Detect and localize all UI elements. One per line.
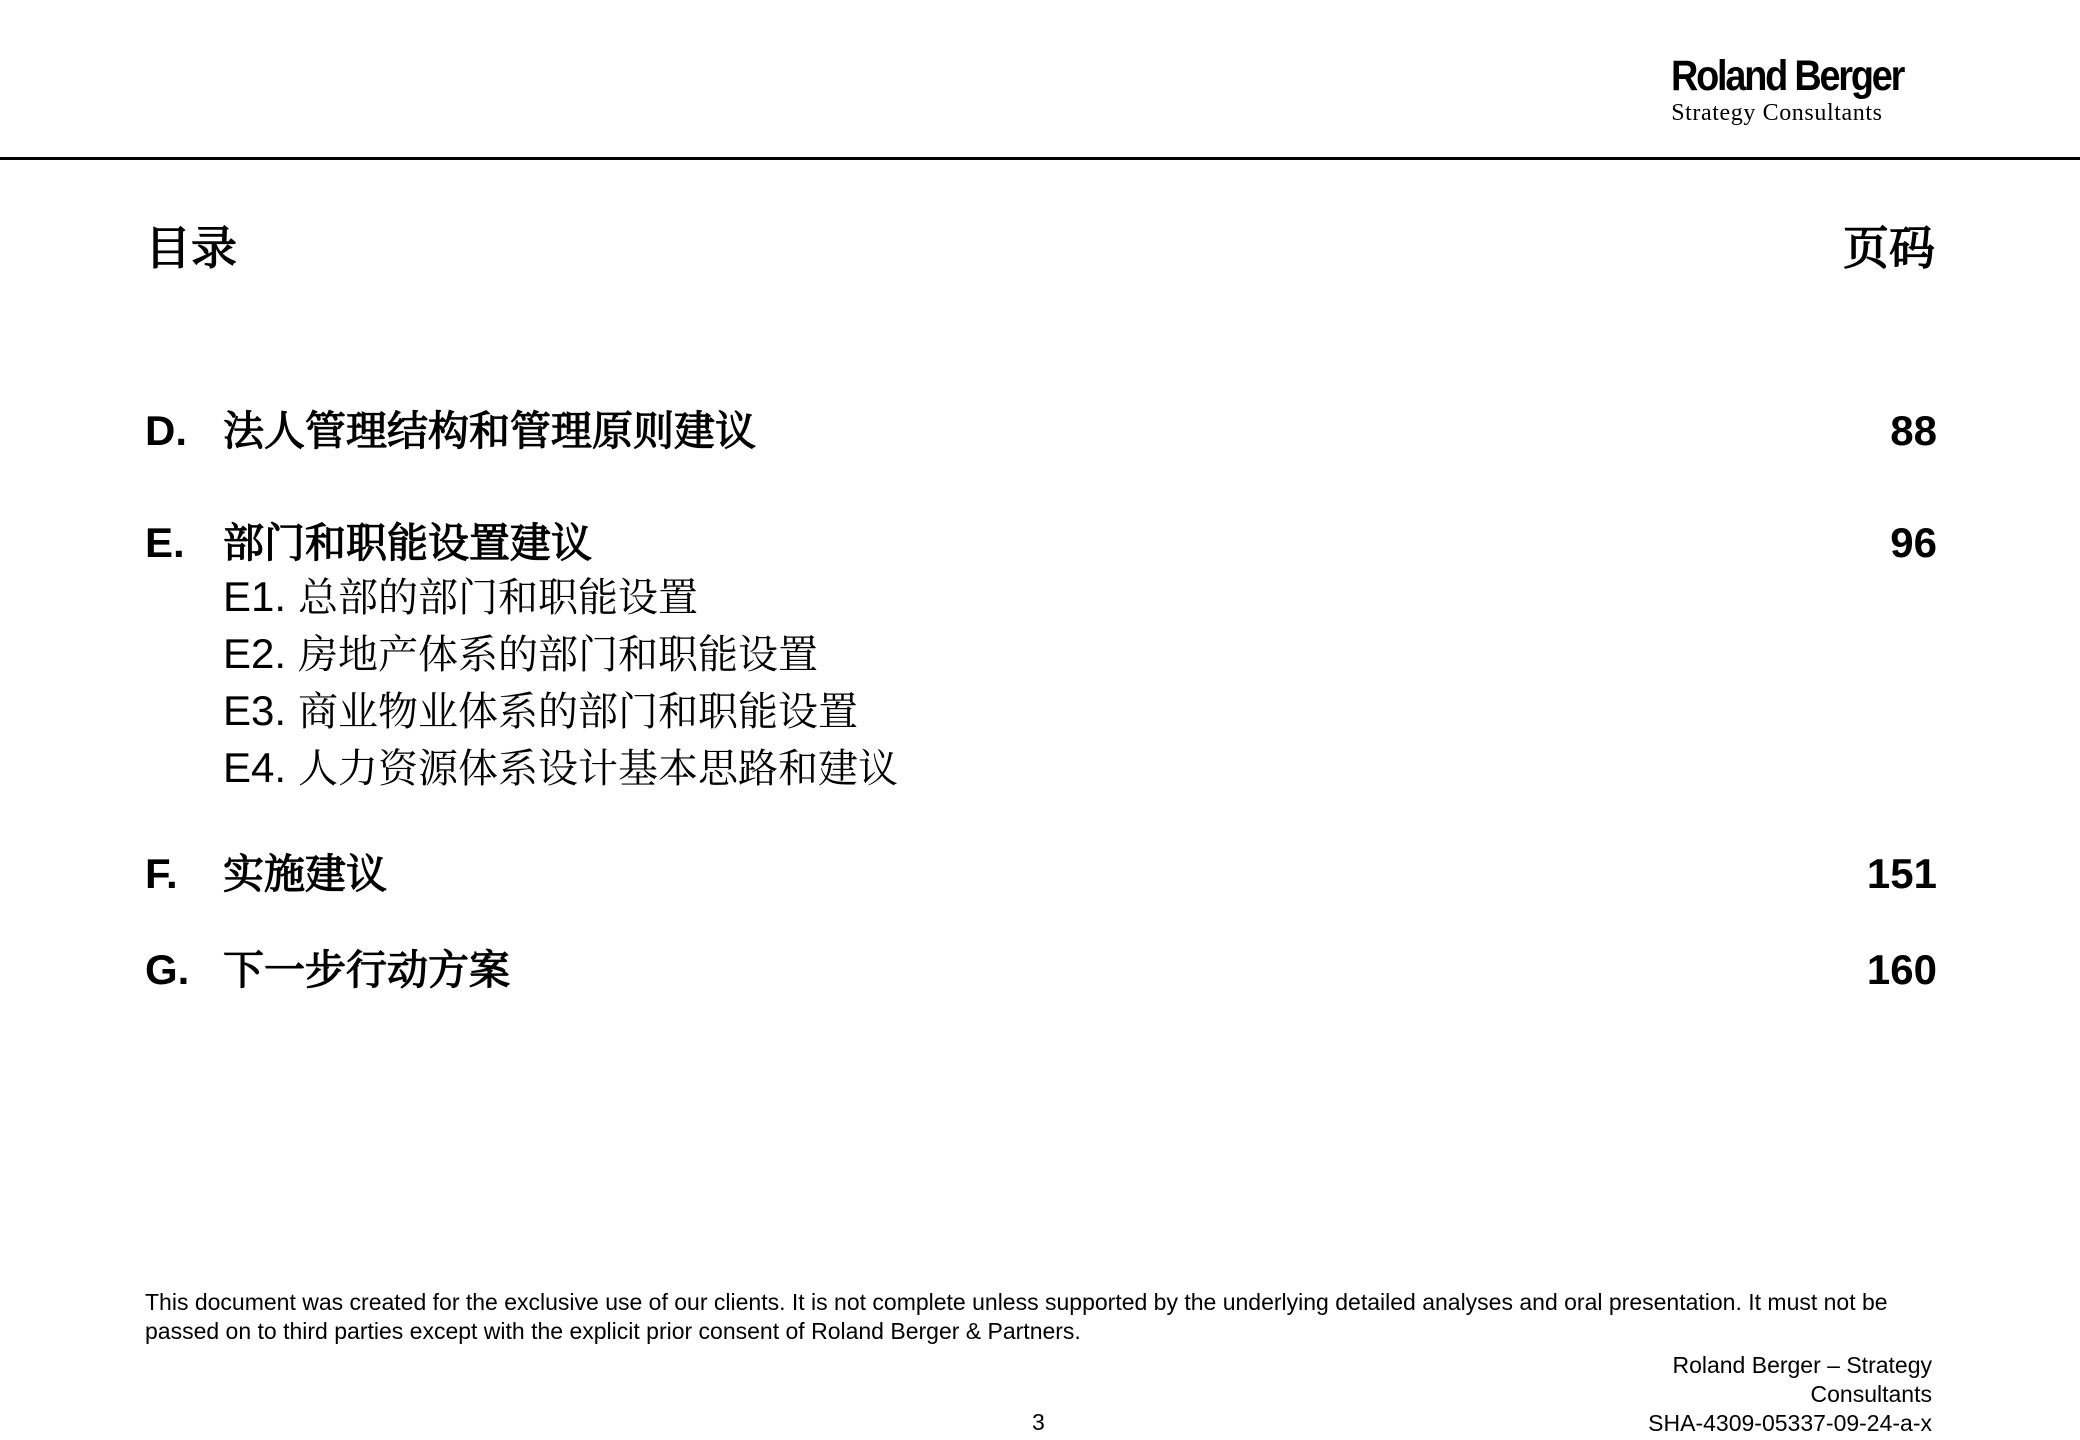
toc-section-d <box>145 401 1937 461</box>
toc-heading: 目录 <box>145 222 237 274</box>
toc-subsection-e3 <box>223 682 898 739</box>
footer-company-line1: Roland Berger – Strategy <box>1672 1352 1932 1378</box>
toc-subsection-e4 <box>223 739 898 796</box>
toc-subsection-list <box>223 568 898 796</box>
logo-subtitle: Strategy Consultants <box>1671 100 1883 126</box>
section-letter: E. <box>145 519 185 566</box>
subsection-number: E3. <box>223 687 287 734</box>
roland-berger-logo <box>1671 52 1935 126</box>
confidentiality-disclaimer: This document was created for the exclusive use of our clients. It is not complete unless supported by the underlying detailed analyses and oral presentation. It must not be passed on to third parties except with the explicit prior consent of Roland Berger & Partners. <box>145 1289 1888 1344</box>
section-title: 法人管理结构和管理原则建议 <box>223 408 756 454</box>
section-letter: D. <box>145 407 187 454</box>
section-title: 下一步行动方案 <box>223 947 510 993</box>
toc-subsection-e2 <box>223 625 898 682</box>
section-page: 88 <box>1890 407 1937 454</box>
toc-section-g <box>145 940 1937 1000</box>
toc-subsection-e1 <box>223 568 898 625</box>
footer-company-info <box>1592 1351 1932 1438</box>
section-letter: G. <box>145 946 190 993</box>
toc-section-f <box>145 844 1937 904</box>
toc-section-e <box>145 513 1937 573</box>
section-letter: F. <box>145 850 178 897</box>
footer-document-code: SHA-4309-05337-09-24-a-x <box>1648 1410 1932 1436</box>
subsection-number: E1. <box>223 573 287 620</box>
subsection-title: 总部的部门和职能设置 <box>298 575 699 621</box>
subsection-title: 人力资源体系设计基本思路和建议 <box>298 746 899 792</box>
subsection-title: 商业物业体系的部门和职能设置 <box>298 689 859 735</box>
footer-company-line2: Consultants <box>1810 1381 1932 1407</box>
page-number-heading: 页码 <box>1843 222 1935 274</box>
section-title: 实施建议 <box>223 851 387 897</box>
subsection-title: 房地产体系的部门和职能设置 <box>298 632 819 678</box>
page-number: 3 <box>1032 1409 1045 1435</box>
section-page: 96 <box>1890 519 1937 566</box>
logo-name: Roland Berger <box>1671 52 1904 100</box>
subsection-number: E4. <box>223 744 287 791</box>
subsection-number: E2. <box>223 630 287 677</box>
section-page: 151 <box>1866 850 1937 897</box>
section-title: 部门和职能设置建议 <box>223 520 592 566</box>
header-divider <box>0 157 2080 160</box>
section-page: 160 <box>1866 946 1937 993</box>
